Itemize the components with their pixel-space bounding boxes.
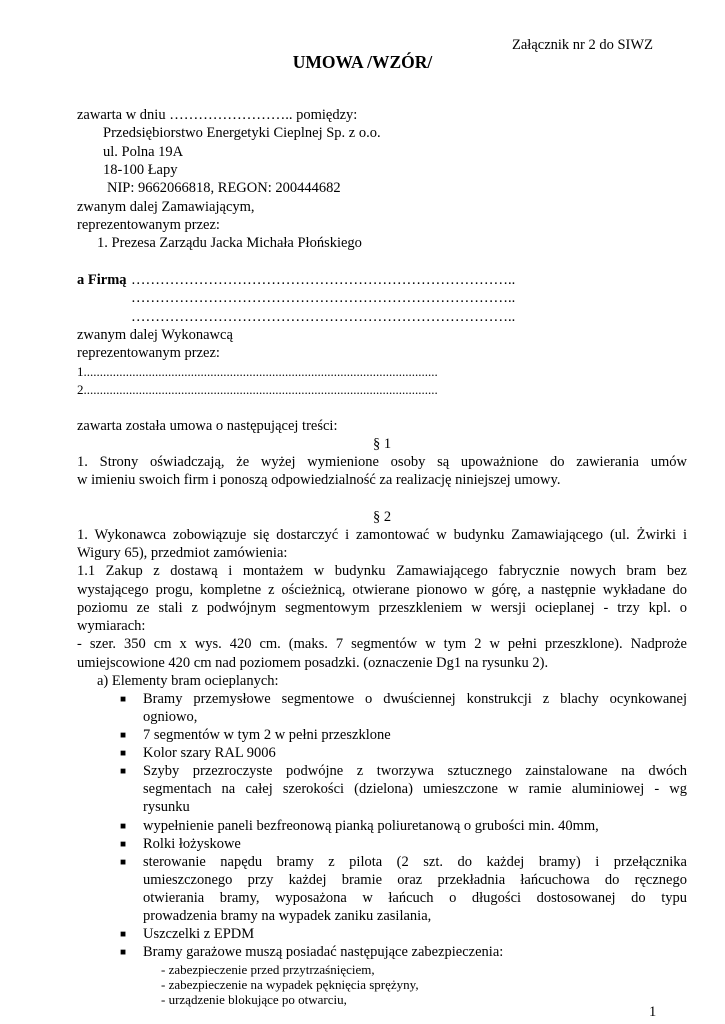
bullet-item [0, 836, 725, 854]
contract-intro: zawarta została umowa o następującej treści: [77, 418, 338, 434]
section-2-p1-line-1: 1. Wykonawca zobowiązuje się dostarczyć i zamontować w budynku Zamawiającego (ul. Żwirki i [77, 527, 687, 543]
bullet-item [0, 818, 725, 836]
bullet-line: Rolki łożyskowe [143, 836, 241, 852]
bullet-square-icon: ■ [120, 748, 127, 759]
bullet-item [0, 745, 725, 763]
bullet-square-icon: ■ [120, 839, 127, 850]
safety-item: - urządzenie blokujące po otwarciu, [161, 992, 347, 1007]
rep-dotted-line-2: 2............................................................................................................. [77, 382, 438, 397]
section-2-p2-line-4: wymiarach: [77, 618, 146, 634]
company-ids: NIP: 9662066818, REGON: 200444682 [107, 180, 341, 196]
concluded-on-line: zawarta w dniu …………………….. pomiędzy: [77, 107, 358, 123]
section-2-p1-line-2: Wigury 65), przedmiot zamówienia: [77, 545, 288, 561]
bullet-square-icon: ■ [120, 857, 127, 868]
bullet-line: otwierania bramy, wyposażona w łańcuch o długości dostosowanej do typu [143, 890, 687, 906]
safety-item: - zabezpieczenie na wypadek pęknięcia sprężyny, [161, 977, 419, 992]
list-a-heading: a) Elementy bram ocieplanych: [97, 673, 279, 689]
section-2-p2-line-2: wystającego progu, kompletne z ościeżnicą, otwierane pionowo w górę, a następnie wykładane do [77, 582, 687, 598]
bullet-line: Bramy przemysłowe segmentowe o dwuściennej konstrukcji z blachy ocynkowanej [143, 691, 687, 707]
representative-1: 1. Prezesa Zarządu Jacka Michała Płońskiego [97, 235, 362, 251]
safety-item: - zabezpieczenie przed przytrzaśnięciem, [161, 962, 375, 977]
section-2-heading: § 2 [372, 509, 392, 525]
section-2-p2-line-3: poziomu ze stali z podwójnym segmentowym przeszkleniem w wersji ocieplanej - trzy kpl. o [77, 600, 687, 616]
bullet-line: segmentach na całej szerokości (dzielona) umieszczone w ramie aluminiowej - wg [143, 781, 687, 797]
company-city: 18-100 Łapy [103, 162, 178, 178]
bullet-line: wypełnienie paneli bezfreonową pianką poliuretanową o grubości min. 40mm, [143, 818, 599, 834]
bullet-square-icon: ■ [120, 766, 127, 777]
page-number: 1 [649, 1004, 657, 1020]
bullet-line: sterowanie napędu bramy z pilota (2 szt. do każdej bramy) i przełącznika [143, 854, 687, 870]
bullet-item [0, 854, 725, 926]
bullet-line: 7 segmentów w tym 2 w pełni przeszklone [143, 727, 391, 743]
firm-dotted-line-3: …………………………………………………………………….. [131, 309, 516, 325]
document-title: UMOWA /WZÓR/ [292, 52, 433, 72]
bullet-square-icon: ■ [120, 730, 127, 741]
bullet-line: umieszczonego przy każdej bramie oraz przekładnia łańcuchowa do ręcznego [143, 872, 687, 888]
bullet-item [0, 944, 725, 962]
firm-dotted-line-2: …………………………………………………………………….. [131, 290, 516, 306]
called-client: zwanym dalej Zamawiającym, [77, 199, 255, 215]
bullet-line: ogniowo, [143, 709, 198, 725]
section-1-heading: § 1 [372, 436, 392, 452]
called-contractor: zwanym dalej Wykonawcą [77, 327, 233, 343]
section-2-p3-line-1: - szer. 350 cm x wys. 420 cm. (maks. 7 segmentów w tym 2 w pełni przeszklone). Nadproże [77, 636, 687, 652]
rep-dotted-line-1: 1............................................................................................................. [77, 364, 438, 379]
bullet-line: prowadzenia bramy na wypadek zaniku zasilania, [143, 908, 432, 924]
bullet-line: rysunku [143, 799, 190, 815]
section-1-line-2: w imieniu swoich firm i ponoszą odpowiedzialność za realizację niniejszej umowy. [77, 472, 561, 488]
bullet-line: Bramy garażowe muszą posiadać następujące zabezpieczenia: [143, 944, 504, 960]
attachment-note: Załącznik nr 2 do SIWZ [512, 37, 653, 53]
bullet-square-icon: ■ [120, 929, 127, 940]
represented-by-2: reprezentowanym przez: [77, 345, 220, 361]
section-2-p2-line-1: 1.1 Zakup z dostawą i montażem w budynku Zamawiającego fabrycznie nowych bram bez [77, 563, 687, 579]
bullet-item [0, 926, 725, 944]
section-1-line-1: 1. Strony oświadczają, że wyżej wymienione osoby są upoważnione do zawierania umów [77, 454, 687, 470]
bullet-square-icon: ■ [120, 821, 127, 832]
bullet-item [0, 727, 725, 745]
represented-by: reprezentowanym przez: [77, 217, 220, 233]
bullet-square-icon: ■ [120, 947, 127, 958]
bullet-line: Kolor szary RAL 9006 [143, 745, 276, 761]
company-name: Przedsiębiorstwo Energetyki Cieplnej Sp. z o.o. [103, 125, 381, 141]
bullet-square-icon: ■ [120, 694, 127, 705]
section-2-p3-line-2: umiejscowione 420 cm nad poziomem posadzki. (oznaczenie Dg1 na rysunku 2). [77, 655, 549, 671]
bullet-item [0, 763, 725, 817]
company-street: ul. Polna 19A [103, 144, 184, 160]
firm-dotted-line-1: …………………………………………………………………….. [131, 272, 516, 288]
bullet-line: Szyby przezroczyste podwójne z tworzywa sztucznego zainstalowane na dwóch [143, 763, 687, 779]
firm-label: a Firmą [77, 272, 127, 288]
bullet-line: Uszczelki z EPDM [143, 926, 255, 942]
